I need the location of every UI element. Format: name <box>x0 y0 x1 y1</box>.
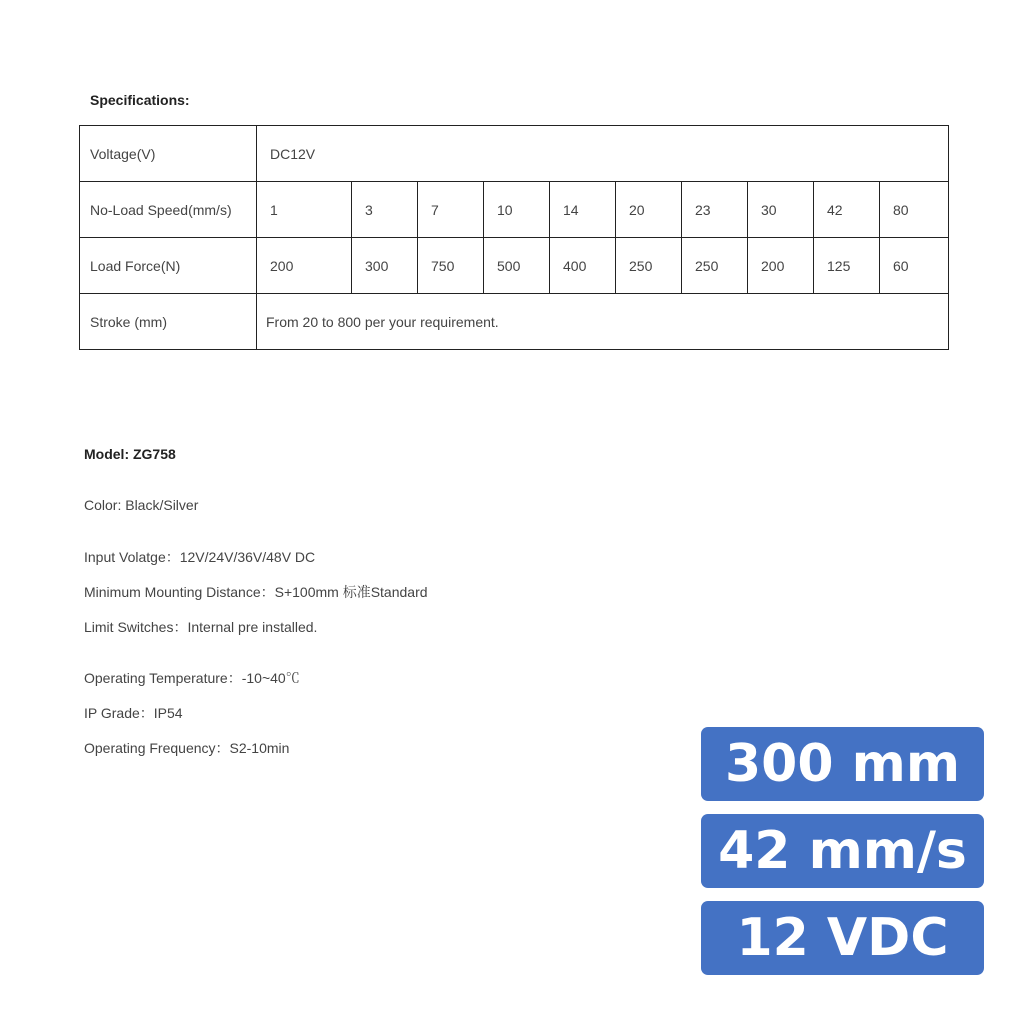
speed-label: No-Load Speed(mm/s) <box>80 182 257 238</box>
limit-switches-spec: Limit Switches：Internal pre installed. <box>84 619 318 635</box>
stroke-label: Stroke (mm) <box>80 294 257 350</box>
force-cell: 250 <box>616 238 682 294</box>
speed-cell: 3 <box>352 182 418 238</box>
force-row <box>80 238 949 294</box>
color-spec: Color: Black/Silver <box>84 497 199 513</box>
speed-cell: 14 <box>550 182 616 238</box>
voltage-badge: 12 VDC <box>701 901 984 975</box>
speed-row <box>80 182 949 238</box>
speed-cell: 23 <box>682 182 748 238</box>
voltage-row <box>80 126 949 182</box>
operating-frequency-spec: Operating Frequency：S2-10min <box>84 740 290 756</box>
force-cell: 750 <box>418 238 484 294</box>
voltage-value: DC12V <box>257 126 949 182</box>
speed-cell: 1 <box>257 182 352 238</box>
speed-cell: 10 <box>484 182 550 238</box>
speed-cell: 42 <box>814 182 880 238</box>
force-cell: 200 <box>748 238 814 294</box>
force-cell: 60 <box>880 238 949 294</box>
operating-temperature-spec: Operating Temperature：-10~40℃ <box>84 670 300 686</box>
speed-cell: 20 <box>616 182 682 238</box>
voltage-label: Voltage(V) <box>80 126 257 182</box>
force-cell: 125 <box>814 238 880 294</box>
force-cell: 200 <box>257 238 352 294</box>
model-label: Model: ZG758 <box>84 446 176 462</box>
mounting-distance-spec: Minimum Mounting Distance：S+100mm 标准Standard <box>84 584 428 600</box>
force-cell: 400 <box>550 238 616 294</box>
stroke-badge: 300 mm <box>701 727 984 801</box>
input-voltage-spec: Input Volatge：12V/24V/36V/48V DC <box>84 549 316 565</box>
speed-badge: 42 mm/s <box>701 814 984 888</box>
ip-grade-spec: IP Grade：IP54 <box>84 705 183 721</box>
speed-cell: 80 <box>880 182 949 238</box>
specifications-heading: Specifications: <box>90 92 190 108</box>
speed-cell: 30 <box>748 182 814 238</box>
speed-cell: 7 <box>418 182 484 238</box>
stroke-row <box>80 294 949 350</box>
force-cell: 500 <box>484 238 550 294</box>
force-cell: 300 <box>352 238 418 294</box>
force-label: Load Force(N) <box>80 238 257 294</box>
specifications-table <box>79 125 949 350</box>
stroke-value: From 20 to 800 per your requirement. <box>257 294 949 350</box>
force-cell: 250 <box>682 238 748 294</box>
